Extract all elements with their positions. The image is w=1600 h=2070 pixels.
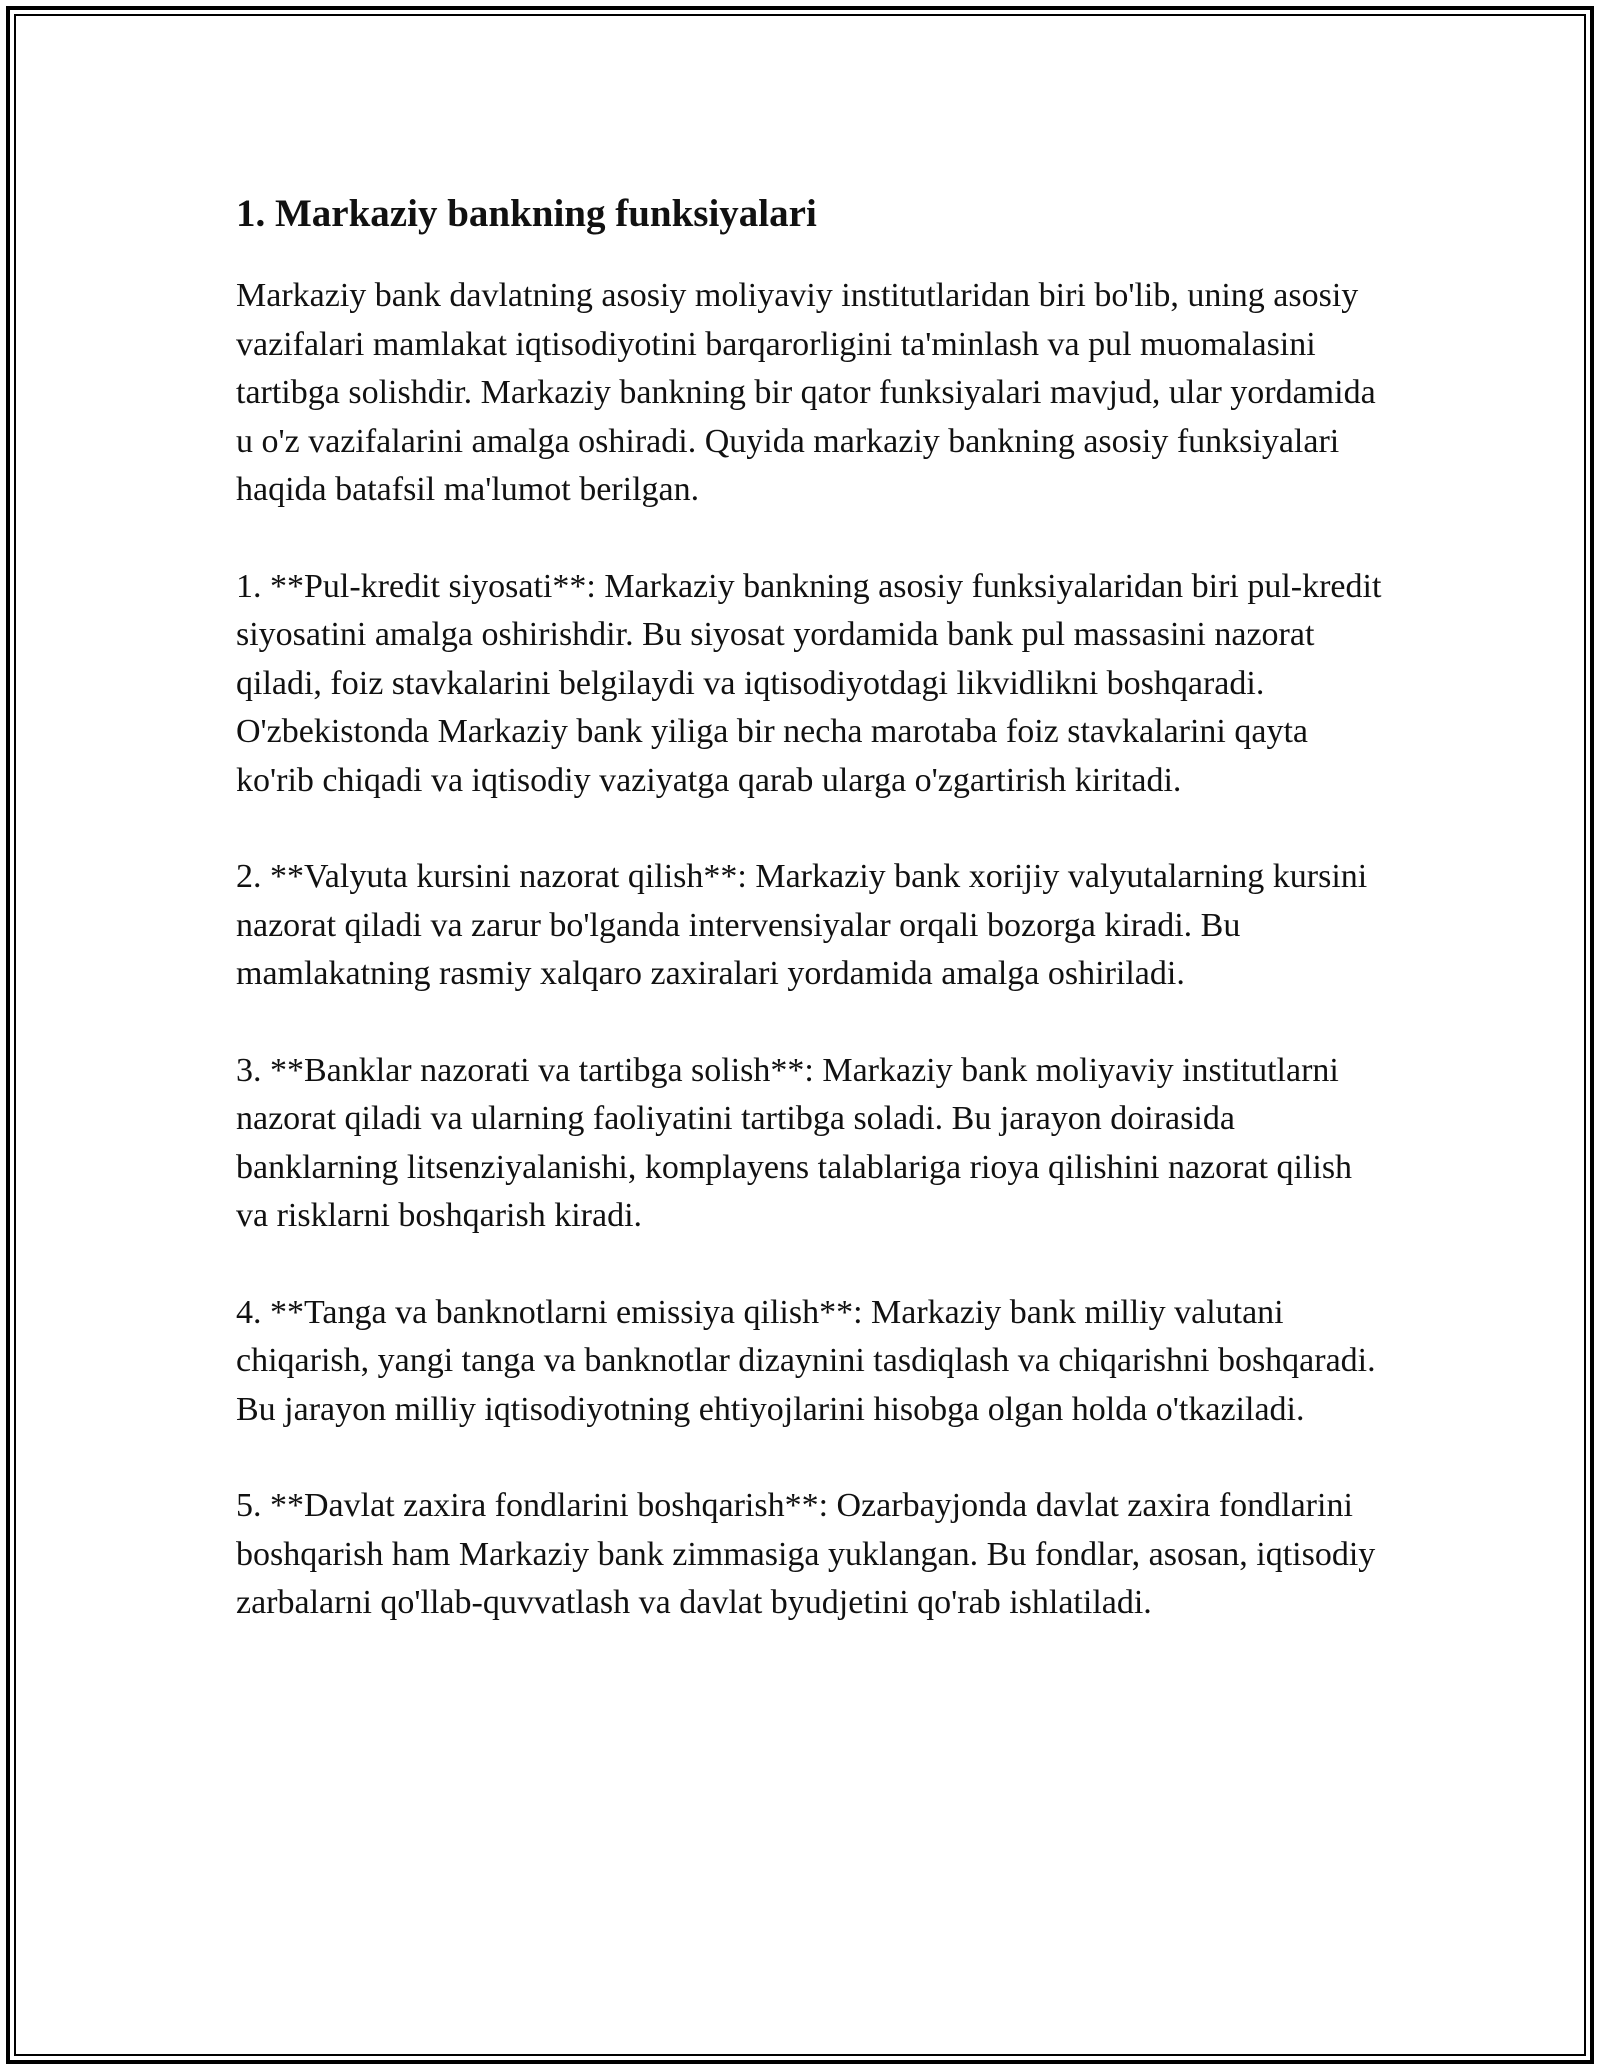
paragraph-reserve-funds: 5. **Davlat zaxira fondlarini boshqarish**: Ozarbayjonda davlat zaxira fondlarini boshqarish ham Markaziy bank zimmasiga yuklangan. Bu fondlar, asosan, iqtisodiy zarbalarni qo'llab-quvvatlash va davlat byudjetini qo'rab ishlatiladi. [236,1487,1376,1621]
paragraph-exchange-rate: 2. **Valyuta kursini nazorat qilish**: Markaziy bank xorijiy valyutalarning kursini nazorat qiladi va zarur bo'lganda intervensiyalar orqali bozorga kiradi. Bu mamlakatning rasmiy xalqaro zaxiralari yordamida amalga oshiriladi. [236,858,1368,992]
section-heading: 1. Markaziy bankning funksiyalari [236,192,817,235]
document-body [236,186,1386,1676]
paragraph-bank-supervision: 3. **Banklar nazorati va tartibga solish**: Markaziy bank moliyaviy institutlarni nazorat qiladi va ularning faoliyatini tartibga soladi. Bu jarayon doirasida banklarning litsenziyalanishi, komplayens talablariga rioya qilishini nazorat qilish va risklarni boshqarish kiradi. [236,1051,1353,1234]
paragraph-currency-issuance: 4. **Tanga va banknotlarni emissiya qilish**: Markaziy bank milliy valutani chiqarish, yangi tanga va banknotlar dizaynini tasdiqlash va chiqarishni boshqaradi. Bu jarayon milliy iqtisodiyotning ehtiyojlarini hisobga olgan holda o'tkaziladi. [236,1293,1376,1428]
intro-paragraph: Markaziy bank davlatning asosiy moliyaviy institutlaridan biri bo'lib, uning asosiy vazifalari mamlakat iqtisodiyotini barqarorligini ta'minlash va pul muomalasini tartibga solishdir. Markaziy bankning bir qator funksiyalari mavjud, ular yordamida u o'z vazifalarini amalga oshiradi. Quyida markaziy bankning asosiy funksiyalari haqida batafsil ma'lumot berilgan. [236,277,1376,508]
paragraph-monetary-policy: 1. **Pul-kredit siyosati**: Markaziy bankning asosiy funksiyalaridan biri pul-kredit siyosatini amalga oshirishdir. Bu siyosat yordamida bank pul massasini nazorat qiladi, foiz stavkalarini belgilaydi va iqtisodiyotdagi likvidlikni boshqaradi. O'zbekistonda Markaziy bank yiliga bir necha marotaba foiz stavkalarini qayta ko'rib chiqadi va iqtisodiy vaziyatga qarab ularga o'zgartirish kiritadi. [236,567,1382,799]
